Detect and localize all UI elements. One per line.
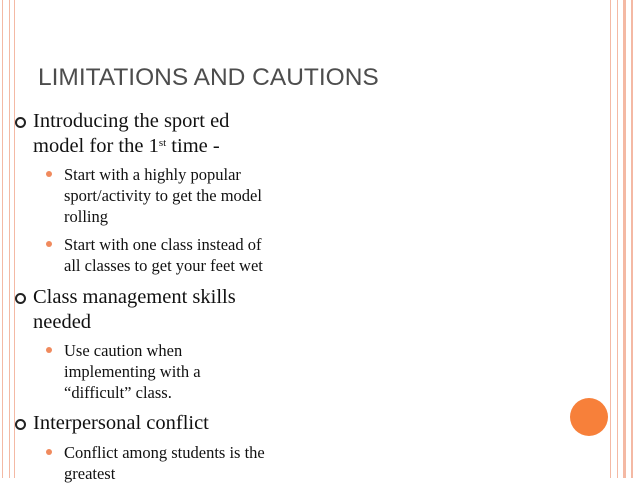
bullet-text-segment: model for the 1 <box>33 135 159 157</box>
bullet-text-line: Class management skills <box>33 286 236 308</box>
dot-bullet-icon <box>46 241 52 247</box>
ring-bullet-icon <box>15 293 26 304</box>
sub-bullet-text-line: all classes to get your feet wet <box>64 256 263 275</box>
orange-circle-decoration <box>570 398 608 436</box>
frame-line <box>623 0 626 478</box>
sub-bullet-text-line: Conflict among students is the <box>64 443 265 462</box>
dot-bullet-icon <box>46 449 52 455</box>
bullet-text-line: Interpersonal conflict <box>33 412 209 434</box>
dot-bullet-icon <box>46 171 52 177</box>
sub-bullet-text-line: Start with one class instead of <box>64 235 262 254</box>
slide-title: LIMITATIONS AND CAUTIONS <box>38 64 379 91</box>
frame-line <box>631 0 633 478</box>
frame-line <box>14 0 15 478</box>
sub-bullet-text-line: Start with a highly popular <box>64 165 241 184</box>
ring-bullet-icon <box>15 419 26 430</box>
bullet-text-line: needed <box>33 311 92 333</box>
ring-bullet-icon <box>15 117 26 128</box>
frame-line <box>2 0 3 478</box>
dot-bullet-icon <box>46 347 52 353</box>
sub-bullet-text-line: Use caution when <box>64 341 183 360</box>
sub-bullet-text-line: rolling <box>64 207 108 226</box>
sub-bullet-text-line: sport/activity to get the model <box>64 186 262 205</box>
sub-bullet-text-line: “difficult” class. <box>64 383 172 402</box>
sub-bullet-text-line: greatest <box>64 464 116 483</box>
sub-bullet-text-line: implementing with a <box>64 362 201 381</box>
bullet-text-line <box>33 134 220 159</box>
bullet-text-line: Introducing the sport ed <box>33 110 230 132</box>
frame-line <box>610 0 611 478</box>
ordinal-superscript: st <box>158 137 167 149</box>
frame-line <box>9 0 10 478</box>
bullet-text-segment: time - <box>166 135 220 157</box>
frame-line <box>617 0 618 478</box>
